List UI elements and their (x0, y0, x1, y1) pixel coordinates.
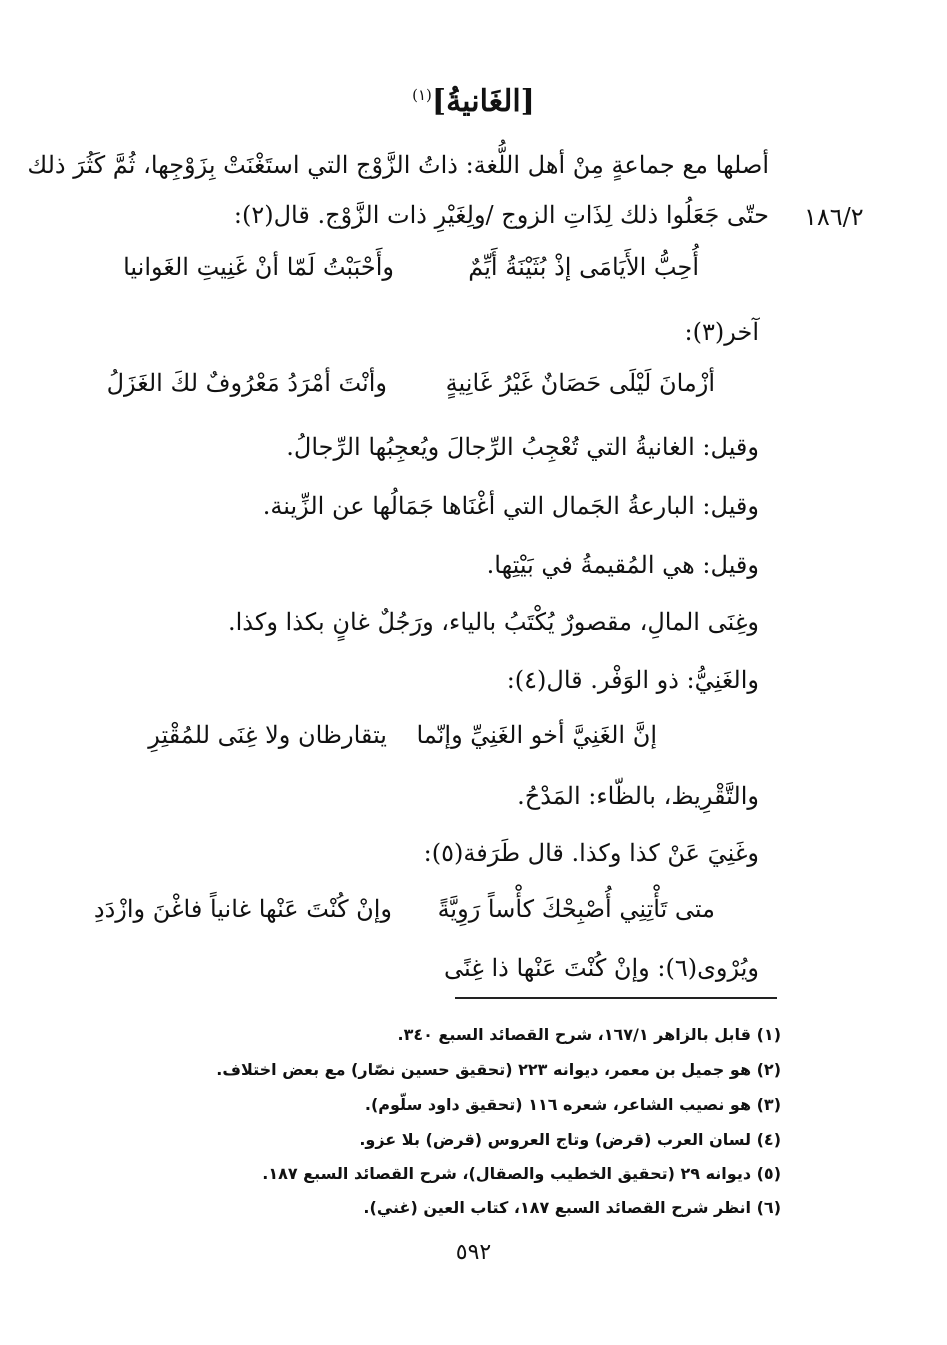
page-number: ٥٩٢ (455, 1240, 492, 1265)
text-line-3: آخر(٣): (684, 318, 759, 346)
footnote-2: (٢) هو جميل بن معمر، ديوانه ٢٢٣ (تحقيق حسين نصّار) مع بعض اختلاف. (216, 1060, 781, 1079)
text-line-9: والتَّقْرِيظ، بالظّاء: المَدْحُ. (517, 782, 759, 810)
text-line-6: وقيل: هي المُقيمةُ في بَيْتِها. (486, 551, 759, 579)
verse-4-second-hemistich: وإنْ كُنْتَ عَنْها غانياً فاغْنَ وازْدَدِ (93, 895, 392, 923)
text-line-5: وقيل: البارعةُ الجَمال التي أغْنَاها جَمَالُها عن الزِّينة. (262, 492, 759, 520)
verse-3-first-hemistich: إنَّ الغَنِيَّ أخو الغَنِيِّ وإنّما (416, 721, 657, 749)
text-line-11: ويُرْوى(٦): وإنْ كُنْتَ عَنْها ذا غِنًى (444, 954, 759, 982)
text-line-10: وغَنِيَ عَنْ كذا وكذا. قال طَرَفة(٥): (423, 839, 759, 867)
text-line-4: وقيل: الغانيةُ التي تُعْجِبُ الرِّجالَ ويُعجِبُها الرِّجالُ. (286, 433, 759, 461)
footnote-separator (455, 997, 777, 999)
entry-title-text: [الغَانيةُ] (431, 84, 535, 119)
verse-3-second-hemistich: يتقارظان ولا غِنَى للمُقْتِرِ (148, 721, 387, 749)
text-line-8: والغَنِيُّ: ذو الوَفْر. قال(٤): (506, 666, 759, 694)
verse-2-second-hemistich: وأنْتَ أمْرَدُ مَعْرُوفٌ لكَ الغَزَلُ (106, 369, 387, 397)
verse-2-first-hemistich: أزْمانَ لَيْلَى حَصَانٌ غَيْرُ غَانِيةٍ (445, 369, 715, 397)
footnote-4: (٤) لسان العرب (قرض) وتاج العروس (قرض) بلا عزو. (359, 1130, 781, 1149)
title-footnote-mark: (١) (412, 86, 432, 104)
entry-title (0, 84, 947, 119)
footnote-5: (٥) ديوانه ٢٩ (تحقيق الخطيب والصقال)، شرح القصائد السبع ١٨٧. (262, 1164, 781, 1183)
footnote-6: (٦) انظر شرح القصائد السبع ١٨٧، كتاب العين (غني). (363, 1198, 781, 1217)
text-line-2: حتّى جَعَلُوا ذلك لِذَاتِ الزوج /ولِغَيْرِ ذات الزَّوْج. قال(٢): (233, 201, 769, 229)
footnote-3: (٣) هو نصيب الشاعر، شعره ١١٦ (تحقيق داود سلّوم). (364, 1095, 781, 1114)
footnote-1: (١) قابل بالزاهر ١٦٧/١، شرح القصائد السبع ٣٤٠. (397, 1025, 781, 1044)
text-line-1: أصلها مع جماعةٍ مِنْ أهل اللُّغة: ذاتُ الزَّوْج التي استَغْنَتْ بِزَوْجِها، ثُمَّ كَثُرَ ذلك (27, 151, 769, 179)
text-line-7: وغِنَى المالِ، مقصورٌ يُكْتَبُ بالياء، ورَجُلٌ غانٍ بكذا وكذا. (228, 608, 759, 636)
verse-4-first-hemistich: متى تَأْتِنِي أُصْبِحْكَ كأْساً رَوِيَّةً (437, 895, 715, 923)
margin-page-reference: ١٨٦/٢ (804, 203, 864, 231)
verse-1-second-hemistich: وأَحْبَبْتُ لَمّا أنْ غَنِيتِ الغَوانيا (123, 253, 394, 281)
verse-1-first-hemistich: أُحِبُّ الأَيَامَى إذْ بُثَيْنَةُ أَيِّمٌ (468, 253, 699, 281)
